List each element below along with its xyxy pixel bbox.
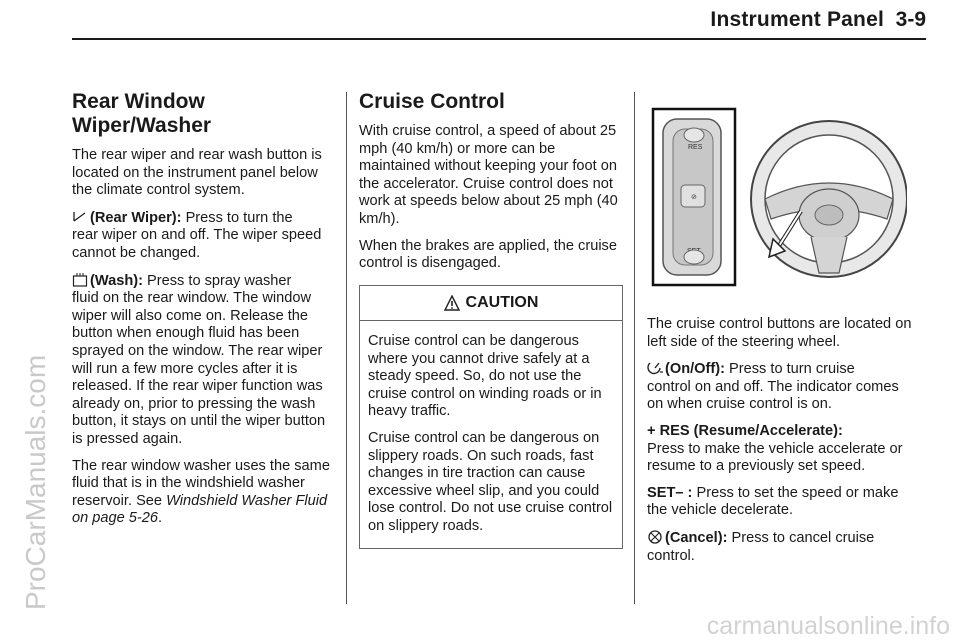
rear-wiper-first: Press to turn the [185,209,293,226]
rear-wiper-paragraph [72,209,334,263]
set-label: SET– : [647,484,693,501]
warning-icon [444,295,460,311]
svg-text:⊘: ⊘ [691,194,697,201]
cruise-onoff-icon [647,360,663,375]
onoff-paragraph [647,360,917,414]
caution-paragraph-2: Cruise control can be dangerous on slippery roads. On such roads, fast changes in tire traction can cause excessive wheel slip, and you could lose control. Do not use cruise control on slippery roads. [368,429,613,534]
rear-wiper-label: (Rear Wiper): [90,209,182,226]
column-cruise-buttons [647,316,917,574]
heading-rear-wiper: Rear Window Wiper/Washer [72,90,212,137]
header-section-title: Instrument Panel [710,8,884,31]
illus-res-label: RES [688,144,703,151]
steering-wheel-illustration [651,107,907,293]
rear-wiper-intro: The rear wiper and rear wash button is located on the instrument panel below the climate control system. [72,147,322,199]
washer-fluid-text: The rear window washer uses the same fluid that is in the windshield washer reservoir. See [72,457,330,509]
buttons-intro: The cruise control buttons are located on left side of the steering wheel. [647,316,912,350]
caution-box [359,285,623,549]
washer-fluid-paragraph [72,458,334,528]
resume-paragraph [647,423,917,476]
column-divider-2 [634,92,635,604]
caution-label: CAUTION [465,294,539,311]
onoff-rest: control on and off. The indicator comes on when cruise control is on. [647,378,899,413]
column-rear-wiper [72,90,334,537]
page-number: 3-9 [895,8,926,31]
wash-paragraph [72,272,334,449]
caution-body [360,321,622,536]
caution-header [360,286,622,321]
bottom-watermark: carmanualsonline.info [706,612,950,640]
set-rest: Press to set the speed or make the vehicle decelerate. [647,484,899,519]
cancel-rest: control. [647,547,695,564]
set-paragraph [647,485,917,520]
side-watermark: ProCarManuals.com [20,354,51,610]
washer-fluid-end: . [158,510,163,527]
resume-rest: Press to make the vehicle accelerate or resume to a previously set speed. [647,440,903,475]
washer-fluid-link[interactable]: Windshield Washer Fluid on page 5-26 [72,492,328,527]
cancel-label: (Cancel): [665,529,728,546]
resume-label: + RES (Resume/Accelerate): [647,422,843,439]
caution-paragraph-1: Cruise control can be dangerous where you cannot drive safely at a steady speed. So, do not use the cruise control on winding roads or in heavy traffic. [368,333,602,420]
column-divider-1 [346,92,347,604]
header-rule [72,38,926,40]
washer-icon [72,272,88,287]
cruise-cancel-icon [647,529,663,544]
cancel-paragraph [647,529,917,565]
onoff-first: Press to turn cruise [729,361,855,378]
rear-wiper-icon [72,209,88,224]
cruise-intro: With cruise control, a speed of about 25 mph (40 km/h) or more can be maintained without keeping your foot on the accelerator. Cruise control does not work at speeds below about 25 mph (40 km/h). [359,123,618,227]
onoff-label: (On/Off): [665,361,725,378]
cancel-first: Press to cancel cruise [731,529,875,546]
rear-wiper-rest: rear wiper on and off. The wiper speed cannot be changed. [72,227,322,261]
wash-rest: fluid on the rear window. The window wiper will also come on. Release the button when enough fluid has been sprayed on the window. The rear wiper will run a few more cycles after it is released. If the rear wiper function was already on, prior to pressing the wash button, it stays on until the wiper button is pressed again. [72,290,326,447]
wash-first: Press to spray washer [147,272,292,289]
heading-cruise-control: Cruise Control [359,90,505,113]
wash-label: (Wash): [90,272,143,289]
column-cruise-control [359,90,623,282]
cruise-brakes: When the brakes are applied, the cruise control is disengaged. [359,237,617,272]
